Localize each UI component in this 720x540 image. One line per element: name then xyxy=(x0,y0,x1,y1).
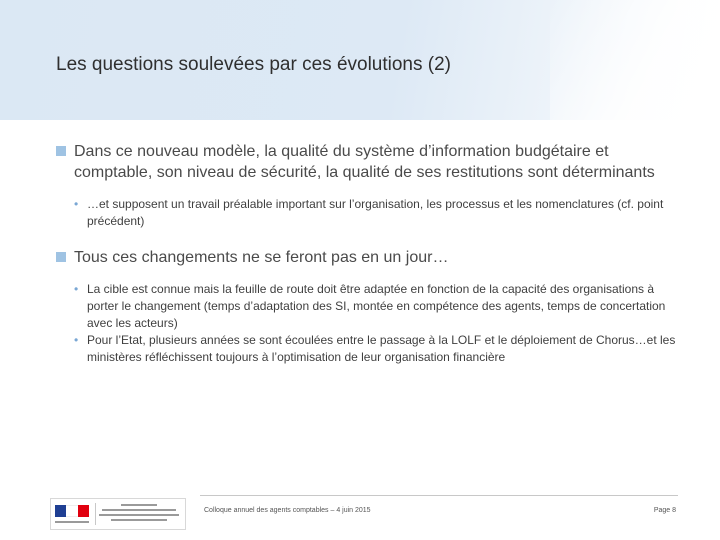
page-title: Les questions soulevées par ces évolutions (2) xyxy=(56,54,452,75)
bullet-1-sublist xyxy=(74,196,684,230)
marianne-logo xyxy=(50,498,186,530)
square-bullet-icon xyxy=(56,252,66,262)
bullet-1-text: Dans ce nouveau modèle, la qualité du système d’information budgétaire et comptable, son niveau de sécurité, la qualité de ses restitutions sont déterminants xyxy=(74,143,655,181)
sub-bullet-text: La cible est connue mais la feuille de route doit être adaptée en fonction de la capacité des organisations à porter le changement (temps d’adaptation des SI, montée en compétence des agents, temps de concertation avec les acteurs) xyxy=(87,282,666,330)
slide-content xyxy=(56,141,684,366)
footer-event: Colloque annuel des agents comptables – 4 juin 2015 xyxy=(204,507,371,514)
dot-bullet-icon: • xyxy=(74,333,79,347)
bullet-2-text: Tous ces changements ne se feront pas en un jour… xyxy=(74,249,449,266)
ministry-name-graphic xyxy=(99,504,179,524)
square-bullet-icon xyxy=(56,146,66,156)
sub-bullet-text: Pour l’Etat, plusieurs années se sont écoulées entre le passage à la LOLF et le déploiement de Chorus…et les ministères réfléchissent toujours à l’optimisation de leur organisation financière xyxy=(87,333,676,364)
sub-bullet xyxy=(74,196,684,230)
bullet-2 xyxy=(56,247,684,268)
dot-bullet-icon: • xyxy=(74,197,79,211)
sub-bullet xyxy=(74,332,684,366)
sub-bullet-text: …et supposent un travail préalable important sur l’organisation, les processus et les nomenclatures (cf. point précédent) xyxy=(87,197,664,228)
bullet-2-sublist xyxy=(74,281,684,366)
bullet-1 xyxy=(56,141,684,183)
dot-bullet-icon: • xyxy=(74,282,79,296)
flag-icon xyxy=(55,505,89,517)
footer-divider xyxy=(200,495,678,496)
sub-bullet xyxy=(74,281,684,332)
page-number: Page 8 xyxy=(653,507,676,514)
